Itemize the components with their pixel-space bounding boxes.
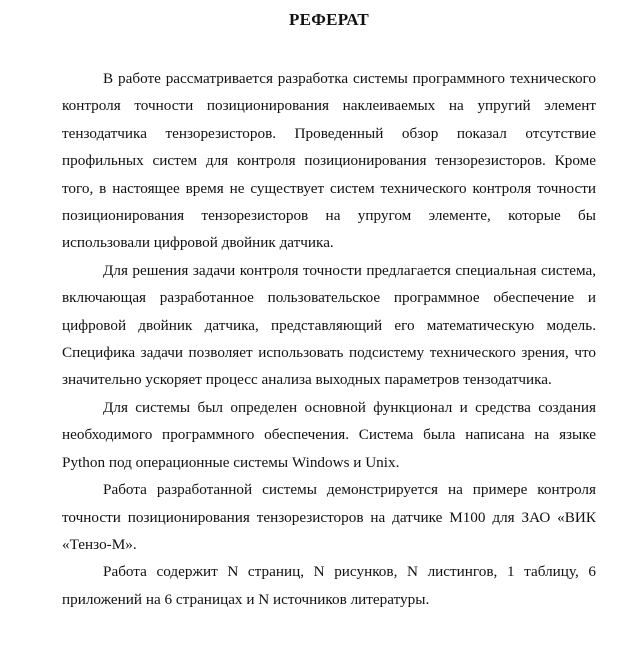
document-page [62, 0, 596, 613]
paragraph-2: Для решения задачи контроля точности предлагается специальная система, включающая разработанное пользовательское программное обеспечение и цифровой двойник датчика, представляющий его математическую модель. Специфика задачи позволяет использовать подсистему технического зрения, что значительно ускоряет процесс анализа выходных параметров тензодатчика. [62, 261, 596, 389]
paragraph-4: Работа разработанной системы демонстрируется на примере контроля точности позиционирования тензорезисторов на датчике М100 для ЗАО «ВИК «Тензо-М». [62, 481, 596, 553]
paragraph-5: Работа содержит N страниц, N рисунков, N листингов, 1 таблицу, 6 приложений на 6 страницах и N источников литературы. [62, 563, 596, 608]
document-title: РЕФЕРАТ [288, 10, 370, 29]
paragraph-3: Для системы был определен основной функционал и средства создания необходимого программного обеспечения. Система была написана на языке Python под операционные системы Windows и Unix. [62, 398, 596, 471]
paragraph-1: В работе рассматривается разработка системы программного технического контроля точности позиционирования наклеиваемых на упругий элемент тензодатчика тензорезисторов. Проведенный обзор показал отсутствие профильных систем для контроля позиционирования тензорезисторов. Кроме того, в настоящее время не существует систем технического контроля точности позиционирования тензорезисторов на упругом элементе, которые бы использовали цифровой двойник датчика. [62, 70, 596, 252]
